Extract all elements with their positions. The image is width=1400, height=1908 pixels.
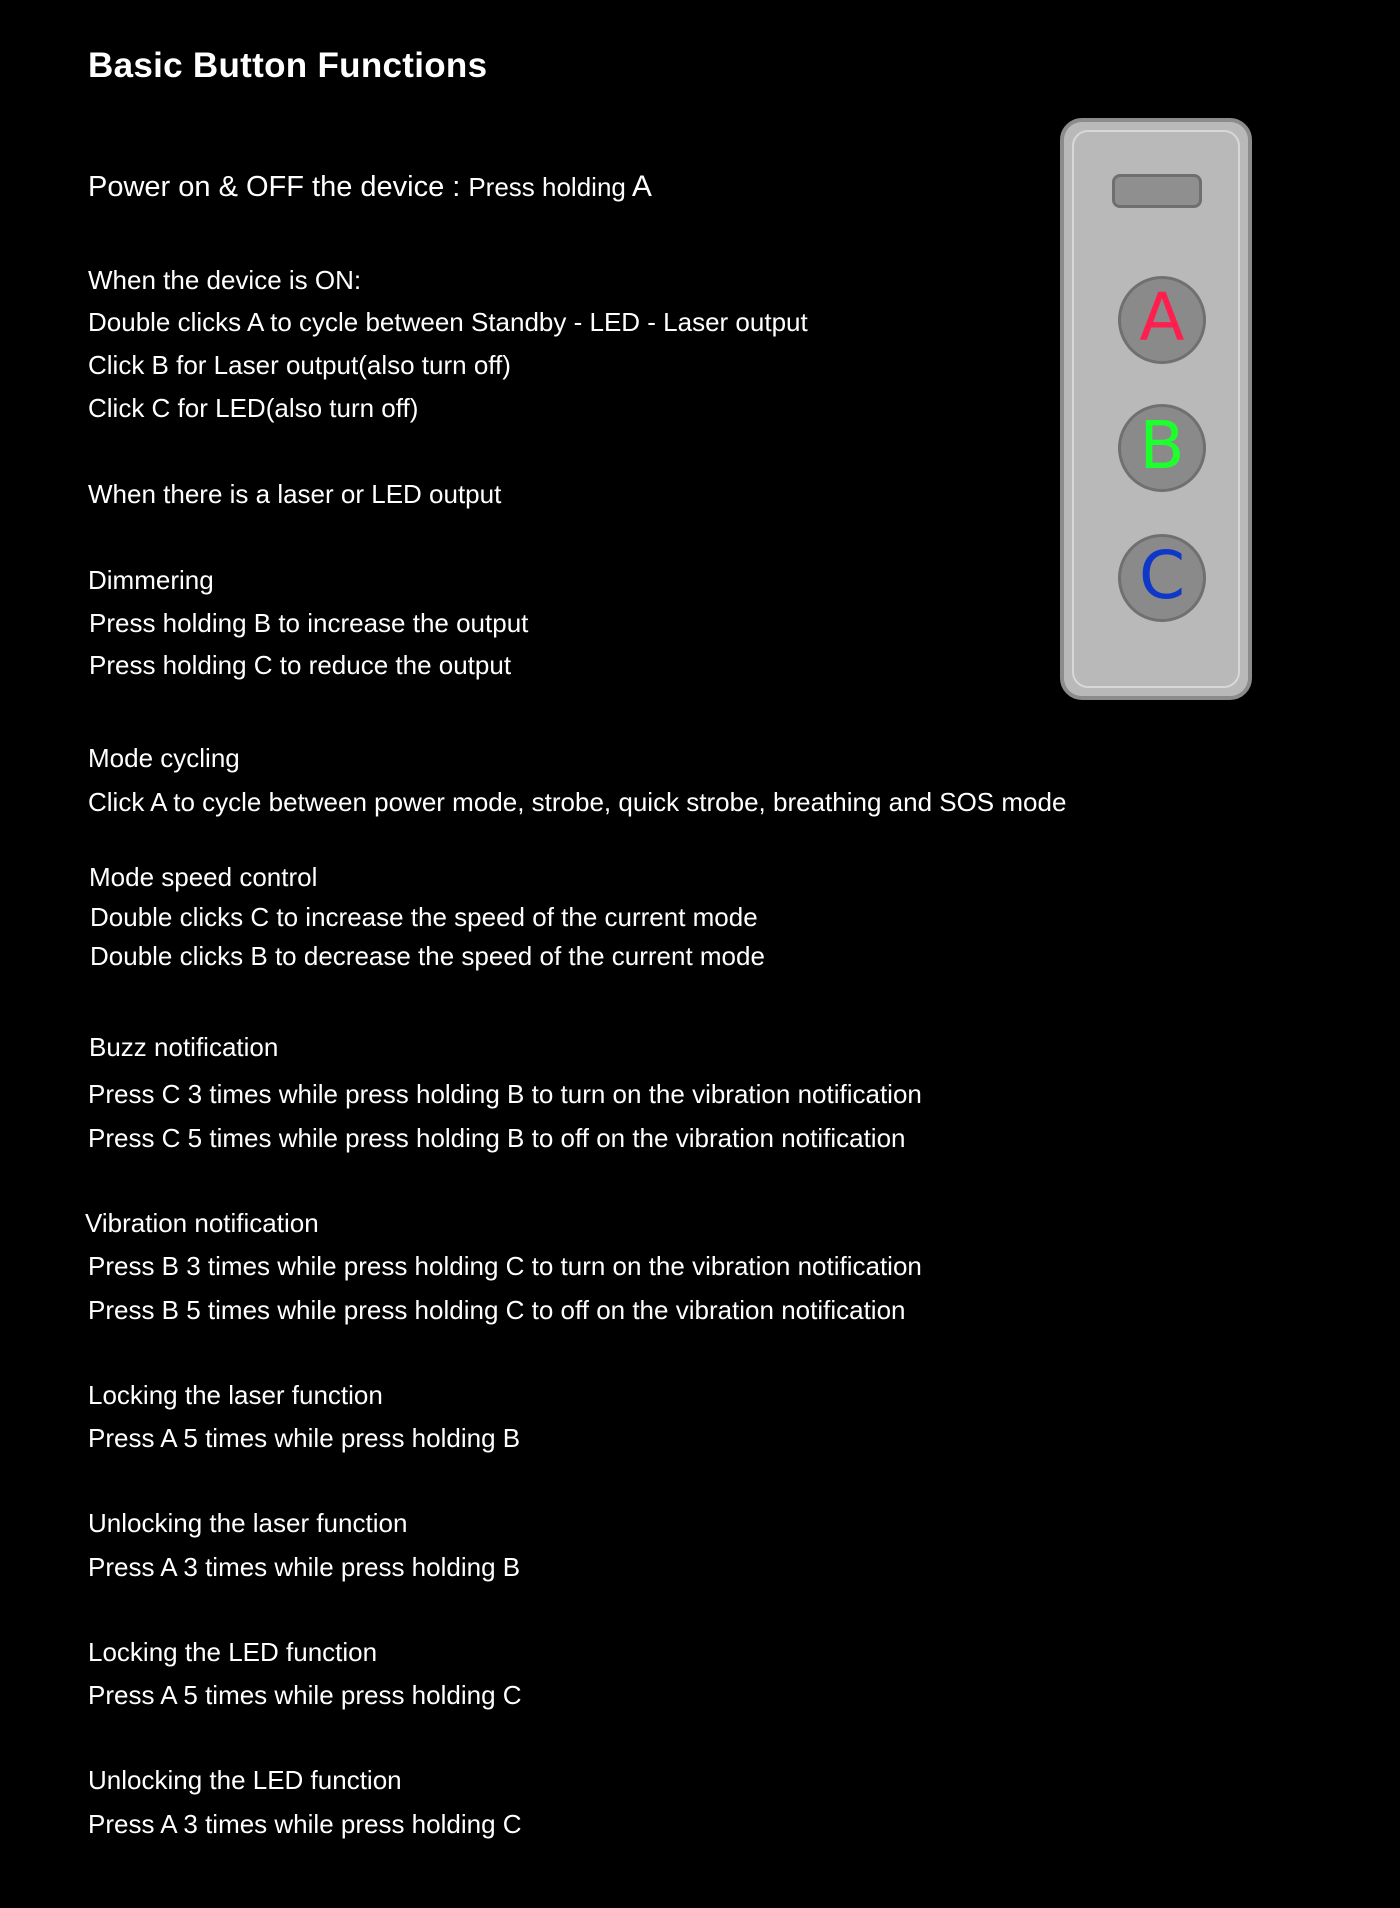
buzz-instruction-2: Press C 5 times while press holding B to off on the vibration notification (88, 1123, 906, 1153)
speed-instruction-2: Double clicks B to decrease the speed of the current mode (90, 941, 765, 971)
unlock-laser-header: Unlocking the laser function (88, 1508, 408, 1538)
device-button-a-label: A (1139, 279, 1185, 356)
power-key: A (631, 170, 652, 203)
device-button-b-label: B (1139, 407, 1185, 484)
buzz-instruction-1: Press C 3 times while press holding B to turn on the vibration notification (88, 1079, 922, 1109)
buzz-header: Buzz notification (89, 1032, 279, 1062)
lock-laser-instruction: Press A 5 times while press holding B (88, 1423, 521, 1453)
device-button-c-label: C (1138, 537, 1186, 614)
dimming-instruction-1: Press holding B to increase the output (89, 608, 529, 638)
dimming-instruction-2: Press holding C to reduce the output (89, 650, 512, 680)
speed-instruction-1: Double clicks C to increase the speed of the current mode (90, 902, 758, 932)
device-button-b (1118, 404, 1206, 492)
mode-header: Mode cycling (88, 743, 240, 773)
page-title: Basic Button Functions (88, 46, 488, 85)
mode-instruction-1: Click A to cycle between power mode, strobe, quick strobe, breathing and SOS mode (88, 787, 1067, 817)
device-button-c (1118, 534, 1206, 622)
power-label: Power on & OFF the device : (88, 171, 461, 203)
power-instruction (88, 170, 652, 204)
vibration-instruction-1: Press B 3 times while press holding C to turn on the vibration notification (88, 1251, 922, 1281)
speed-header: Mode speed control (89, 862, 318, 892)
lock-laser-header: Locking the laser function (88, 1380, 383, 1410)
vibration-instruction-2: Press B 5 times while press holding C to off on the vibration notification (88, 1295, 906, 1325)
on-instruction-1: Double clicks A to cycle between Standby - LED - Laser output (88, 307, 808, 337)
device-illustration (1060, 118, 1252, 700)
on-instruction-3: Click C for LED(also turn off) (88, 393, 419, 423)
lock-led-instruction: Press A 5 times while press holding C (88, 1680, 522, 1710)
power-action: Press holding (468, 172, 626, 202)
unlock-led-instruction: Press A 3 times while press holding C (88, 1809, 522, 1839)
output-header: When there is a laser or LED output (88, 479, 502, 509)
on-instruction-2: Click B for Laser output(also turn off) (88, 350, 511, 380)
device-slot (1112, 174, 1202, 208)
device-button-a (1118, 276, 1206, 364)
dimming-header: Dimmering (88, 565, 214, 595)
unlock-laser-instruction: Press A 3 times while press holding B (88, 1552, 521, 1582)
lock-led-header: Locking the LED function (88, 1637, 378, 1667)
vibration-header: Vibration notification (85, 1208, 319, 1238)
on-header: When the device is ON: (88, 265, 362, 295)
unlock-led-header: Unlocking the LED function (88, 1765, 402, 1795)
